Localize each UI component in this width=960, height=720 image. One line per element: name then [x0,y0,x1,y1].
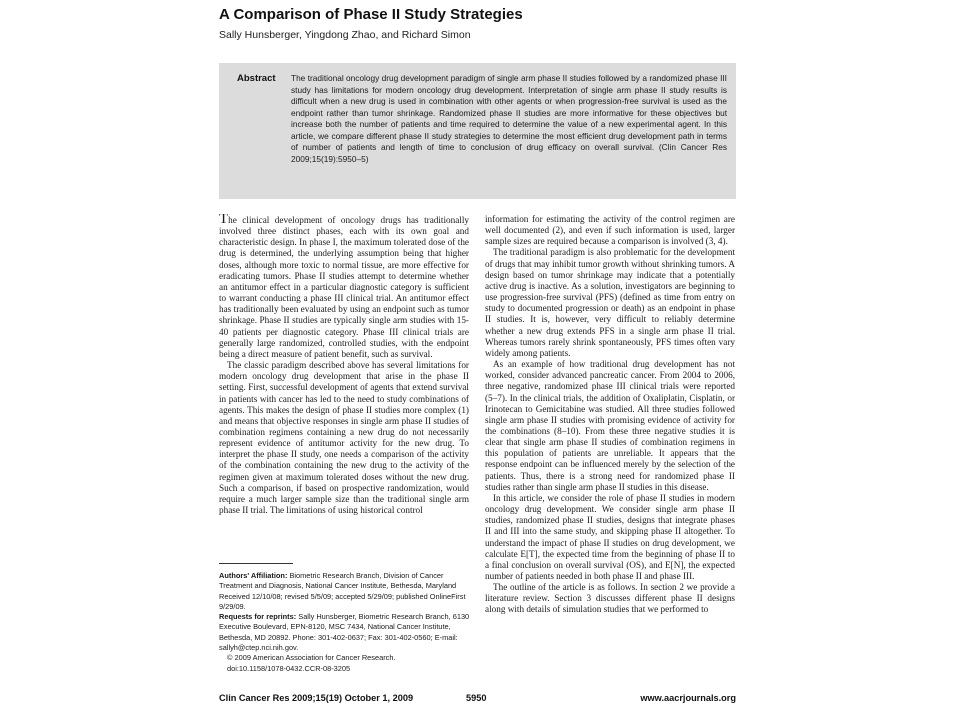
author-list: Sally Hunsberger, Yingdong Zhao, and Richard Simon [219,29,471,41]
body-paragraph: The classic paradigm described above has several limitations for modern oncology drug development that arise in the phase II setting. First, successful development of agents that extend survival in patients with cancer has led to the need to study combinations of agents. This makes the design of phase II studies more complex (1) and means that objective responses in single arm phase II studies of combination regimens containing a new drug do not necessarily represent evidence of antitumor activity for the new drug. To interpret the phase II study, one needs a comparison of the activity of the combination containing the new drug to the activity of the regimen given at maximum tolerated doses without the new drug. Such a comparison, if based on prospective randomization, would require a much larger sample size than the traditional single arm phase II trial. The limitations of using historical control [219,360,469,516]
copyright-note: © 2009 American Association for Cancer Research. [227,653,396,663]
reprints-note [219,612,471,653]
body-paragraph: The outline of the article is as follows. In section 2 we provide a literature review. Section 3 discusses different phase II designs along with details of simulation studies that we performed to [485,582,735,615]
affiliation-text: Biometric Research Branch, Division of Cancer Treatment and Diagnosis, National Cancer Institute, Bethesda, Maryland [219,571,457,591]
body-paragraph [219,214,469,360]
abstract-text: The traditional oncology drug development paradigm of single arm phase II studies followed by a randomized phase III study has limitations for modern oncology drug development. Interpretation of single arm phase II study results is difficult when a new drug is used in combination with other agents or when progression-free survival is used as the endpoint rather than tumor shrinkage. Randomized phase II studies are more informative for these objectives but increase both the number of patients and time required to determine the value of a new experimental agent. In this article, we compare different phase II study strategies to determine the most efficient drug development path in terms of number of patients and length of time to conclusion of drug efficacy on overall survival. (Clin Cancer Res 2009;15(19):5950–5) [291,73,727,164]
paragraph-text: he clinical development of oncology drugs has traditionally involved three distinct phases, each with its own goal and characteristic design. In phase I, the maximum tolerated dose of the drug is determined, the underlying assumption being that higher doses, although more toxic to normal tissue, are more effective for eradicating tumors. Phase II studies attempt to determine whether an antitumor effect in a particular diagnostic category is sufficient to warrant conducting a phase III clinical trial. An antitumor effect has traditionally been evaluated by using an endpoint such as tumor shrinkage. Phase II studies are typically single arm studies with 15-40 patients per diagnostic category. Phase III clinical trials are generally large randomized, controlled studies, with the endpoint being a direct measure of patient benefit, such as survival. [219,215,469,359]
footer-journal-url[interactable]: www.aacrjournals.org [640,693,736,703]
article-title: A Comparison of Phase II Study Strategies [219,6,523,23]
abstract-box [219,63,736,199]
body-column-left [219,214,469,542]
received-dates: Received 12/10/08; revised 5/5/09; accepted 5/29/09; published OnlineFirst 9/29/09. [219,591,466,611]
body-paragraph: information for estimating the activity of the control regimen are well documented (2), and even if such information is used, larger sample sizes are required because a comparison is involved (3, 4). [485,214,735,247]
footer-journal-citation: Clin Cancer Res 2009;15(19) October 1, 2009 [219,693,414,703]
footnote-divider [219,563,293,564]
abstract-label: Abstract [237,73,276,84]
reprints-text: Sally Hunsberger, Biometric Research Branch, 6130 Executive Boulevard, EPN-8120, MSC 7434, National Cancer Institute, Bethesda, MD 20892. Phone: 301-402-0637; Fax: 301-402-0560; E-mail: sallyh@ctep.nci.nih.gov. [219,612,470,653]
drop-cap: T [219,214,229,227]
affiliation-note [219,571,471,592]
footer-page-number: 5950 [466,693,487,703]
body-paragraph: As an example of how traditional drug development has not worked, consider advanced pancreatic cancer. From 2004 to 2006, three negative, randomized phase III clinical trials were reported (5–7). In the clinical trials, the addition of Oxaliplatin, Cisplatin, or Irinotecan to Gemicitabine was studied. All three studies followed single arm phase II studies with promising evidence of activity for the combinations (8–10). From these three negative studies it is clear that single arm phase II studies of combination regimens in this population of patients are unreliable. It appears that the response endpoint can be influenced merely by the selection of the patients. Thus, there is a strong need for randomized phase II studies rather than single arm phase II studies in this disease. [485,359,735,492]
affiliation-label: Authors' Affiliation: [219,571,288,580]
reprints-label: Requests for reprints: [219,612,297,622]
footnotes [219,571,471,674]
body-paragraph: In this article, we consider the role of phase II studies in modern oncology drug development. We consider single arm phase II studies, randomized phase II studies, designs that integrate phases II and III into the same study, and skipping phase II altogether. To understand the impact of phase II studies on drug development, we calculate E[T], the expected time from the beginning of phase II to a final conclusion on overall survival (OS), and E[N], the expected number of patients needed in both phase II and phase III. [485,492,735,581]
doi-note: doi:10.1158/1078-0432.CCR-08-3205 [227,663,351,673]
body-column-right [485,214,735,646]
body-paragraph: The traditional paradigm is also problematic for the development of drugs that may inhibit tumor growth without shrinking tumors. A design based on tumor shrinkage may indicate that a potentially active drug is inactive. As a solution, investigators are beginning to use progression-free survival (PFS) (defined as time from entry on study to documented progression or death) as an endpoint in phase II studies. It is, however, very difficult to reliably determine whether a new drug extends PFS in a single arm phase II trial. Whereas tumors rarely shrink spontaneously, PFS times often vary widely among patients. [485,247,735,358]
